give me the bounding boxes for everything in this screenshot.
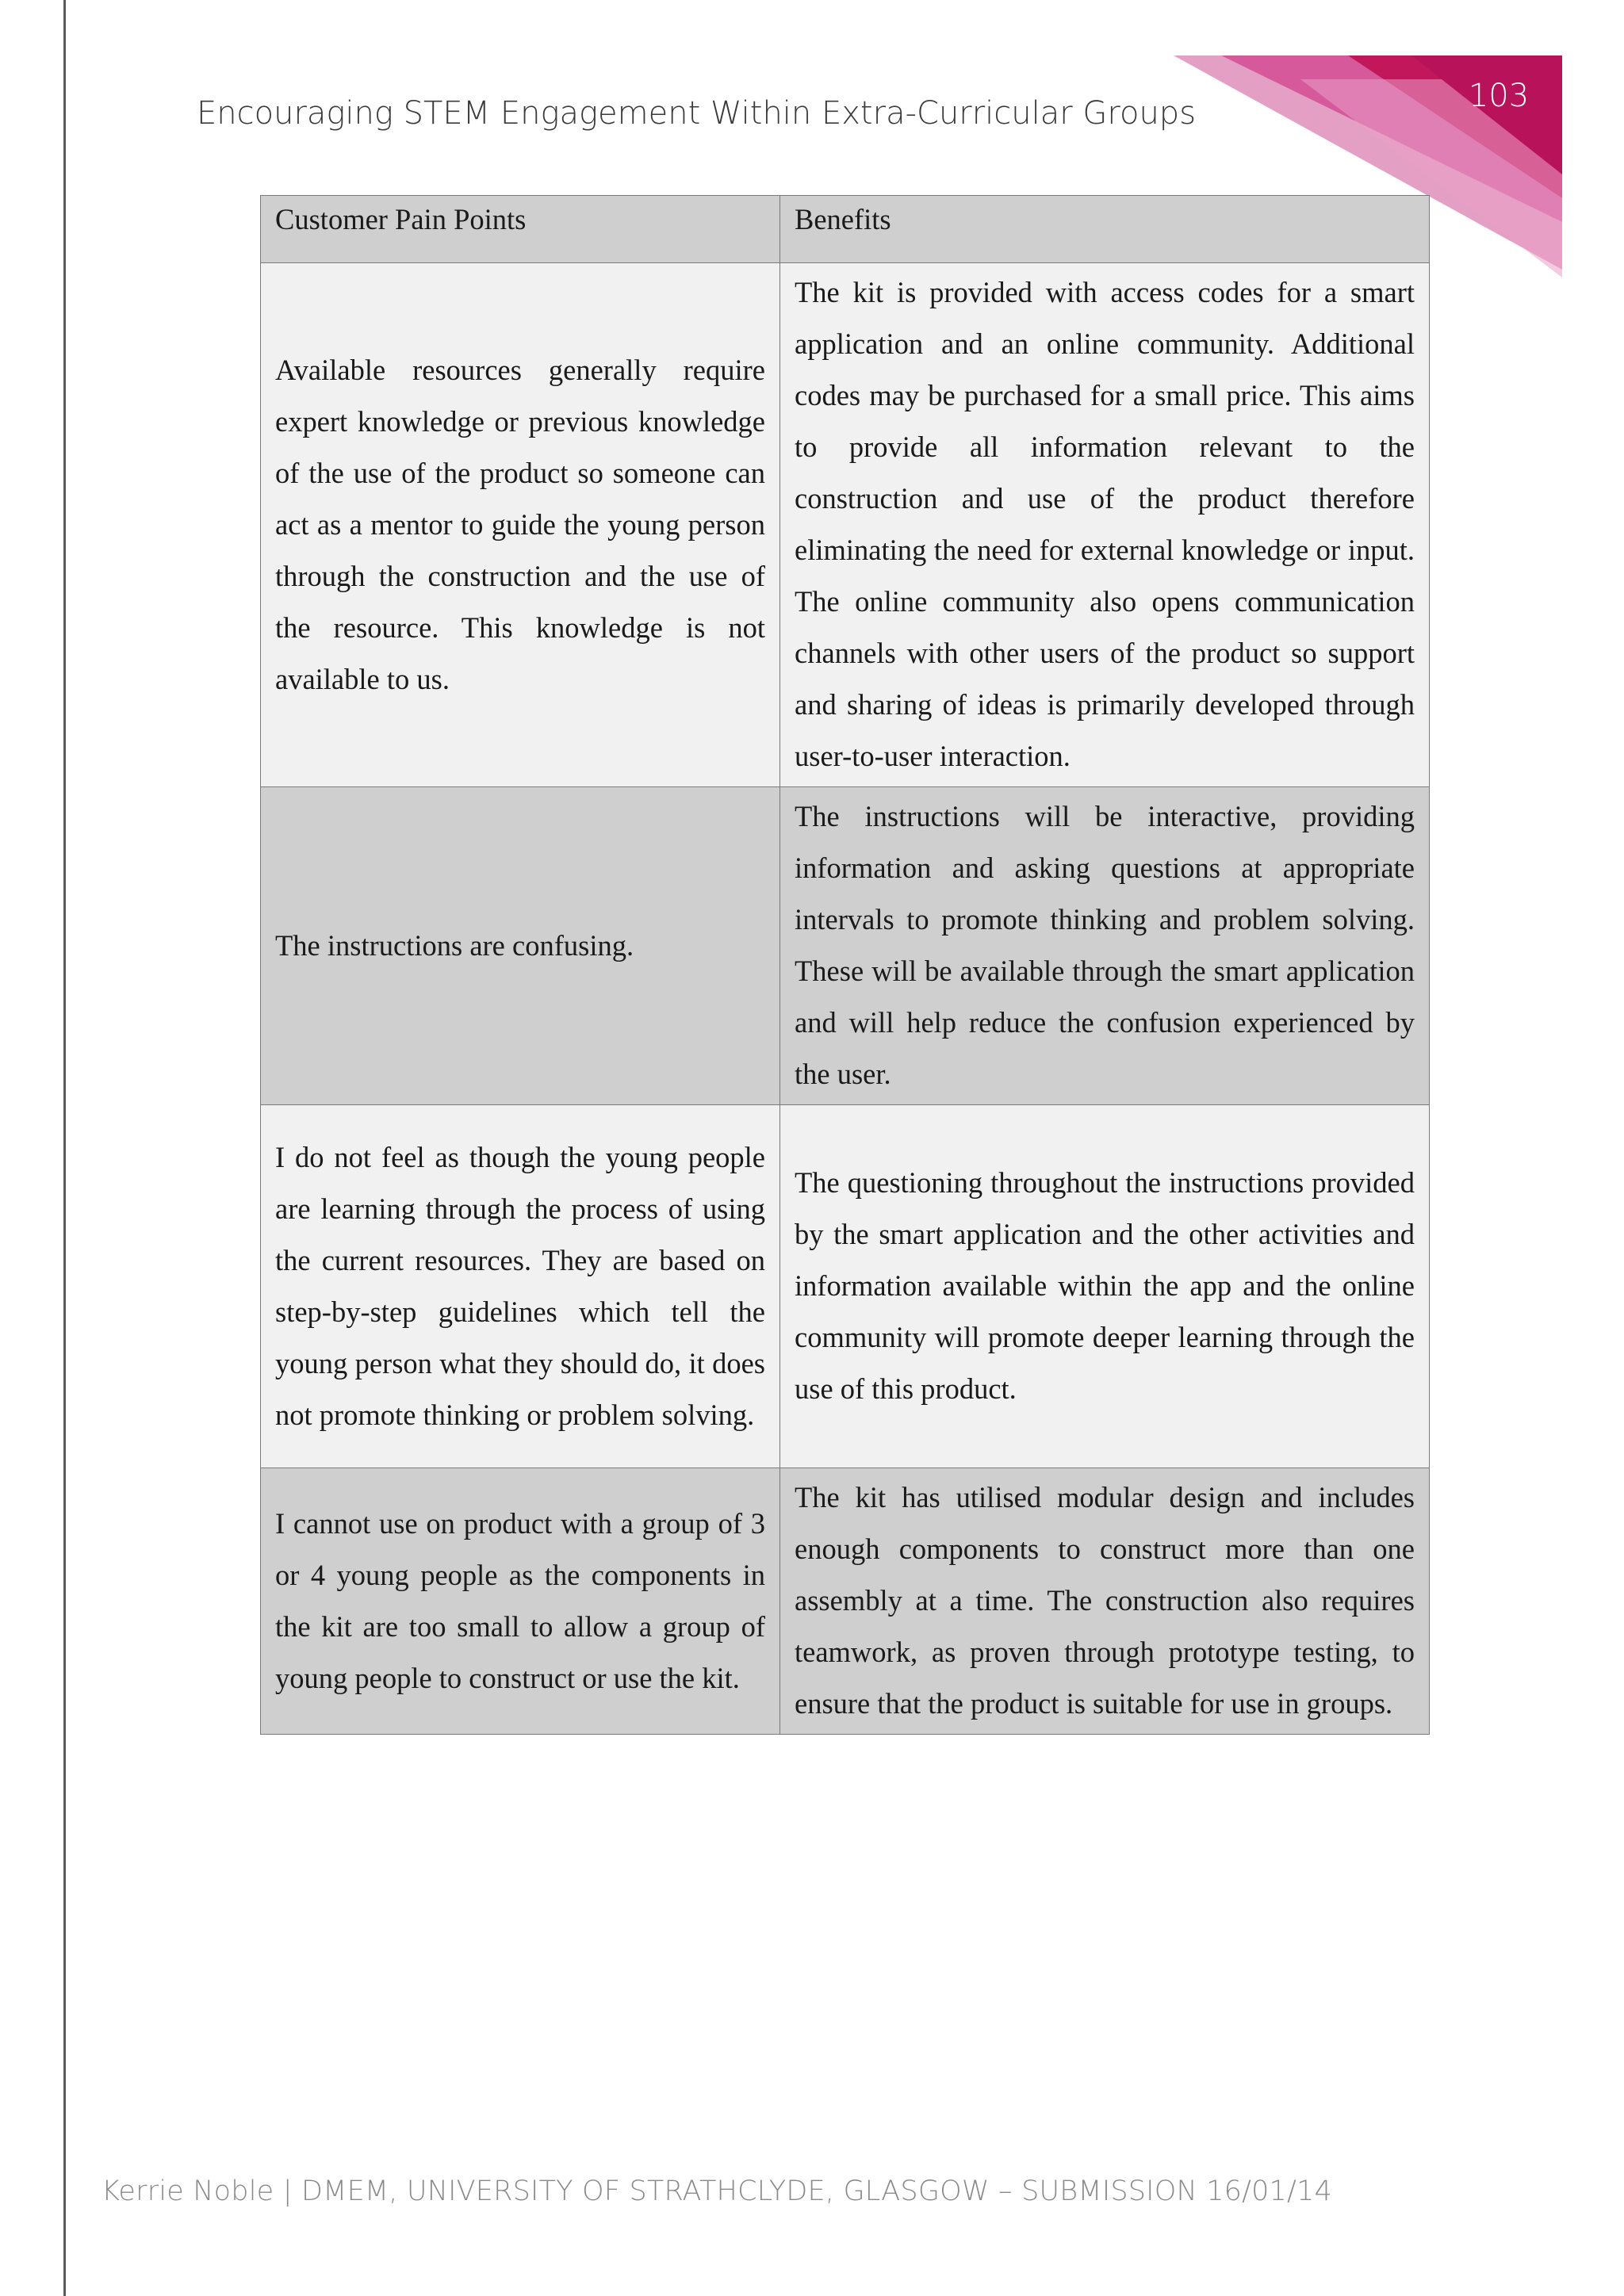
page-number: 103 [1468, 78, 1530, 114]
pain-points-table [260, 195, 1430, 1735]
table-row [261, 1468, 1430, 1735]
pain-point-cell: I do not feel as though the young people are learning through the process of using the current resources. They are based on step-by-step guidelines which tell the young person what they should do, it does not promote thinking or problem solving. [261, 1105, 780, 1468]
margin-rule [63, 0, 66, 2296]
page-footer: Kerrie Noble | DMEM, UNIVERSITY OF STRATHCLYDE, GLASGOW – SUBMISSION 16/01/14 [102, 2175, 1332, 2207]
pain-point-cell: I cannot use on product with a group of 3 or 4 young people as the components in the kit are too small to allow a group of young people to construct or use the kit. [261, 1468, 780, 1735]
table-row [261, 263, 1430, 787]
benefit-cell: The questioning throughout the instructions provided by the smart application and the other activities and information available within the app and the online community will promote deeper learning through the use of this product. [780, 1105, 1430, 1468]
benefit-cell: The kit is provided with access codes for a smart application and an online community. Additional codes may be purchased for a small price. This aims to provide all information relevant to the construction and use of the product therefore eliminating the need for external knowledge or input. The online community also opens communication channels with other users of the product so support and sharing of ideas is primarily developed through user-to-user interaction. [780, 263, 1430, 787]
benefit-cell: The instructions will be interactive, providing information and asking questions at appropriate intervals to promote thinking and problem solving. These will be available through the smart application and will help reduce the confusion experienced by the user. [780, 787, 1430, 1105]
pain-point-cell: The instructions are confusing. [261, 787, 780, 1105]
table-row [261, 1105, 1430, 1468]
pain-point-cell: Available resources generally require expert knowledge or previous knowledge of the use of the product so someone can act as a mentor to guide the young person through the construction and the use of the resource. This knowledge is not available to us. [261, 263, 780, 787]
table-header-row [261, 196, 1430, 263]
column-header-pain-points: Customer Pain Points [261, 196, 780, 263]
running-header-title: Encouraging STEM Engagement Within Extra-Curricular Groups [197, 95, 1197, 132]
benefit-cell: The kit has utilised modular design and includes enough components to construct more than one assembly at a time. The construction also requires teamwork, as proven through prototype testing, to ensure that the product is suitable for use in groups. [780, 1468, 1430, 1735]
table-row [261, 787, 1430, 1105]
column-header-benefits: Benefits [780, 196, 1430, 263]
